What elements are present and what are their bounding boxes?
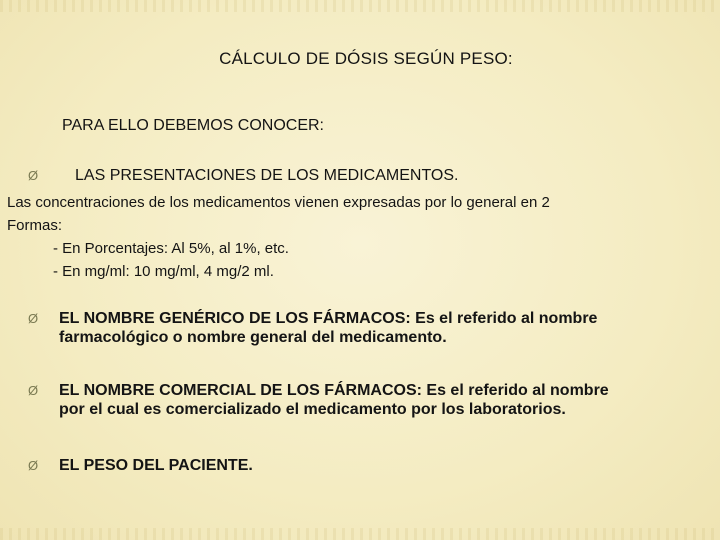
bullet-peso-paciente: EL PESO DEL PACIENTE. [59,457,253,474]
decorative-border-bottom [0,528,720,540]
paragraph-list-item: - En mg/ml: 10 mg/ml, 4 mg/2 ml. [53,263,274,280]
bullet-line: farmacológico o nombre general del medicamento. [59,329,447,346]
paragraph-line: Formas: [7,217,63,234]
arrow-bullet-icon: Ø [28,168,39,183]
bullet-presentaciones: LAS PRESENTACIONES DE LOS MEDICAMENTOS. [75,167,459,184]
bullet-line: EL NOMBRE COMERCIAL DE LOS FÁRMACOS: Es el referido al nombre [59,382,609,399]
arrow-bullet-icon: Ø [28,311,39,326]
bullet-line: por el cual es comercializado el medicamento por los laboratorios. [59,401,566,418]
slide-subtitle: PARA ELLO DEBEMOS CONOCER: [62,117,324,134]
bullet-nombre-generico [59,309,699,347]
paragraph-list-item: - En Porcentajes: Al 5%, al 1%, etc. [53,240,289,257]
arrow-bullet-icon: Ø [28,383,39,398]
arrow-bullet-icon: Ø [28,458,39,473]
bullet-line: EL NOMBRE GENÉRICO DE LOS FÁRMACOS: Es el referido al nombre [59,310,598,327]
decorative-border-top [0,0,720,12]
paragraph-line: Las concentraciones de los medicamentos vienen expresadas por lo general en 2 [7,194,550,211]
concentrations-paragraph [7,191,707,283]
bullet-nombre-comercial [59,381,699,419]
slide-title-text: CÁLCULO DE DÓSIS SEGÚN PESO: [219,49,513,68]
slide-title [0,49,720,69]
